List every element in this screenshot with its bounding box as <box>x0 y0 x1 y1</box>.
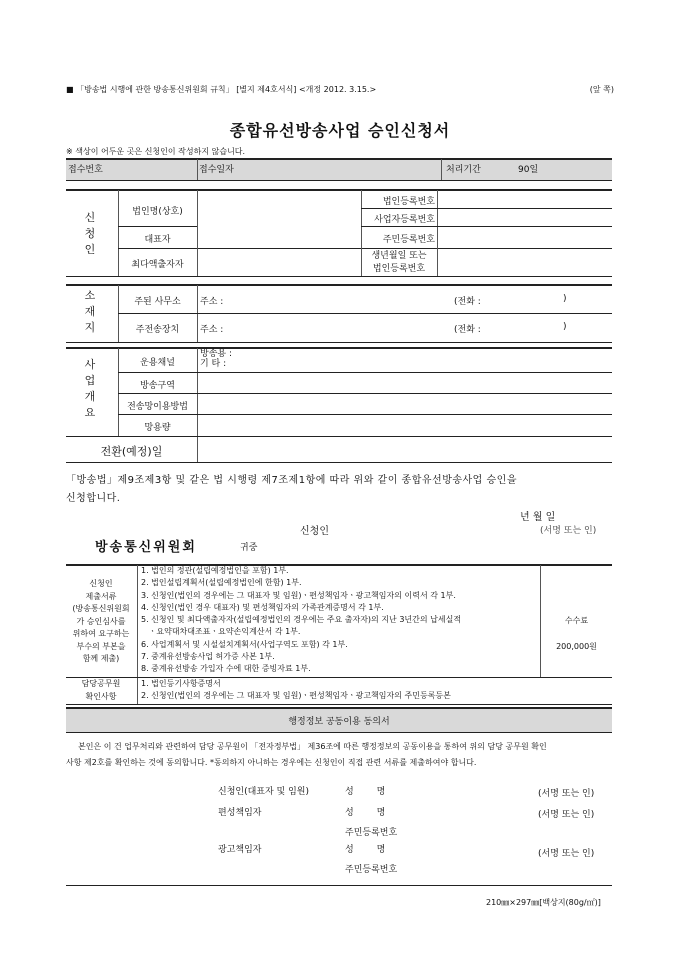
network-method-field[interactable] <box>198 394 610 413</box>
fee-label: 수수료 <box>564 616 589 625</box>
company-name-field[interactable] <box>198 191 360 225</box>
form-title: 종합유선방송사업 승인신청서 <box>229 121 451 140</box>
document-item: 8. 중계유선방송 가입자 수에 대한 증빙자료 1부. <box>141 664 311 674</box>
document-item: 1. 법인의 정관(설립예정법인을 포함) 1부. <box>141 566 289 575</box>
headend-label: 주전송장치 <box>135 325 180 335</box>
consent-role-applicant: 신청인(대표자 및 임원) <box>218 787 309 797</box>
main-office-address-field[interactable] <box>236 288 446 310</box>
corp-reg-label: 법인등록번호 <box>382 197 435 207</box>
birth-or-corp-label: 생년월일 또는 법인등록번호 <box>371 251 427 274</box>
applicant-sign-note: (서명 또는 인) <box>540 526 597 536</box>
consent-sign-note: (서명 또는 인) <box>538 810 595 820</box>
headend-phone-label: (전화 : <box>454 325 481 335</box>
regulation-reference: ■ 「방송법 시행에 관한 방송통신위원회 규칙」 [별지 제4호서식] <개정 2012. 3.15.> <box>66 85 377 94</box>
consent-name-label: 성 명 <box>345 845 386 855</box>
conversion-date-field[interactable] <box>198 438 610 461</box>
page-side-label: (앞 쪽) <box>589 85 614 94</box>
business-section-label: 사업개요 <box>84 358 96 419</box>
document-item: 5. 신청인 및 최다액출자자(설립예정법인의 경우에는 주요 출자자)의 지난 3년간의 납세실적 <box>141 615 462 625</box>
receipt-number-label: 접수번호 <box>68 165 103 175</box>
resident-reg-field[interactable] <box>438 227 611 247</box>
submission-documents-list <box>141 565 539 676</box>
processing-period-label: 처리기간 <box>446 165 481 175</box>
document-item: 4. 신청인(법인 경우 대표자) 및 편성책임자의 가족관계증명서 각 1부. <box>141 602 384 612</box>
receipt-date-label: 접수일자 <box>199 165 234 175</box>
main-office-phone-close: ) <box>563 294 567 304</box>
declaration-line-2: 신청합니다. <box>66 493 121 504</box>
consent-name-label: 성 명 <box>345 787 386 797</box>
consent-sign-note: (서명 또는 인) <box>538 849 595 859</box>
main-office-phone-label: (전화 : <box>454 297 481 307</box>
recipient-name: 방송통신위원회 <box>95 540 197 555</box>
headend-phone-field[interactable] <box>492 316 560 338</box>
representative-label: 대표자 <box>144 235 171 245</box>
document-item: 7. 중계유선방송사업 허가증 사본 1부. <box>141 652 275 662</box>
consent-resident-label: 주민등록번호 <box>345 828 398 838</box>
corp-reg-field[interactable] <box>438 191 611 207</box>
document-item: 3. 신청인(법인의 경우에는 그 대표자 및 임원)ㆍ편성책임자ㆍ광고책임자의 이력서 각 1부. <box>141 590 456 600</box>
main-office-address-label: 주소 : <box>200 297 224 307</box>
document-item: 2. 법인설립계획서(설립예정법인에 한함) 1부. <box>141 578 302 588</box>
shading-note: ※ 색상이 어두운 곳은 신청인이 작성하지 않습니다. <box>66 147 246 156</box>
declaration-line-1: 「방송법」제9조제3항 및 같은 법 시행령 제7조제1항에 따라 위와 같이 종합유선방송사업 승인을 <box>66 475 517 486</box>
official-check-item: 2. 신청인(법인의 경우에는 그 대표자 및 임원)ㆍ편성책임자ㆍ광고책임자의 주민등록등본 <box>141 691 451 701</box>
headend-phone-close: ) <box>563 322 567 332</box>
applicant-section-label: 신청인 <box>84 211 96 256</box>
form-header <box>66 84 614 95</box>
applicant-sign-label: 신청인 <box>300 526 329 537</box>
representative-field[interactable] <box>198 227 360 247</box>
company-name-label: 법인명(상호) <box>132 207 183 217</box>
official-check-list <box>141 678 611 703</box>
consent-title: 행정정보 공동이용 동의서 <box>288 717 390 727</box>
location-section-label: 소재지 <box>84 289 96 334</box>
consent-role-programming: 편성책임자 <box>218 808 262 818</box>
resident-reg-label: 주민등록번호 <box>382 235 435 245</box>
biz-reg-field[interactable] <box>438 209 611 225</box>
channel-field[interactable] <box>240 349 610 371</box>
consent-role-advertising: 광고책임자 <box>218 845 262 855</box>
main-office-label: 주된 사무소 <box>134 297 181 307</box>
recipient-honorific: 귀중 <box>240 543 258 553</box>
main-office-phone-field[interactable] <box>492 288 560 310</box>
network-method-label: 전송망이용방법 <box>127 402 188 412</box>
network-capacity-field[interactable] <box>198 415 610 435</box>
fee-value: 200,000원 <box>556 642 597 651</box>
channel-label: 운용채널 <box>140 358 175 368</box>
birth-or-corp-field[interactable] <box>438 249 611 275</box>
submission-documents-label: 신청인 제출서류 (방송통신위원회 가 승인심사를 위하여 요구하는 부수의 부본을 함께 제출) <box>72 579 130 663</box>
official-check-label: 담당공무원 확인사항 <box>81 679 121 701</box>
document-item: 6. 사업계획서 및 시설설치계획서(사업구역도 포함) 각 1부. <box>141 639 348 649</box>
broadcast-area-label: 방송구역 <box>140 381 175 391</box>
paper-spec-footer: 210㎜×297㎜[백상지(80g/㎡)] <box>486 898 601 907</box>
consent-text-2: 사항 제2호를 확인하는 것에 동의합니다. *동의하지 아니하는 경우에는 신청인이 직접 관련 서류를 제출하여야 합니다. <box>66 758 477 767</box>
processing-period-value: 90일 <box>518 165 539 175</box>
channel-values: 방송용 : 기 타 : <box>200 349 232 369</box>
headend-address-label: 주소 : <box>200 325 224 335</box>
broadcast-area-field[interactable] <box>198 373 610 392</box>
consent-resident-label: 주민등록번호 <box>345 865 398 875</box>
official-check-item: 1. 법인등기사항증명서 <box>141 679 221 688</box>
conversion-date-label: 전환(예정)일 <box>100 445 163 458</box>
consent-name-label: 성 명 <box>345 808 386 818</box>
largest-investor-field[interactable] <box>198 249 360 275</box>
consent-sign-note: (서명 또는 인) <box>538 789 595 799</box>
headend-address-field[interactable] <box>236 316 446 338</box>
consent-text-1: 본인은 이 건 업무처리와 관련하여 담당 공무원이 「전자정부법」 제36조에 따른 행정정보의 공동이용을 통하여 위의 담당 공무원 확인 <box>78 742 547 751</box>
document-item: ㆍ요약대차대조표ㆍ요약손익계산서 각 1부. <box>141 627 301 637</box>
biz-reg-label: 사업자등록번호 <box>374 215 435 225</box>
application-date: 년 월 일 <box>520 512 556 523</box>
network-capacity-label: 망용량 <box>144 423 171 433</box>
largest-investor-label: 최다액출자자 <box>131 260 184 270</box>
